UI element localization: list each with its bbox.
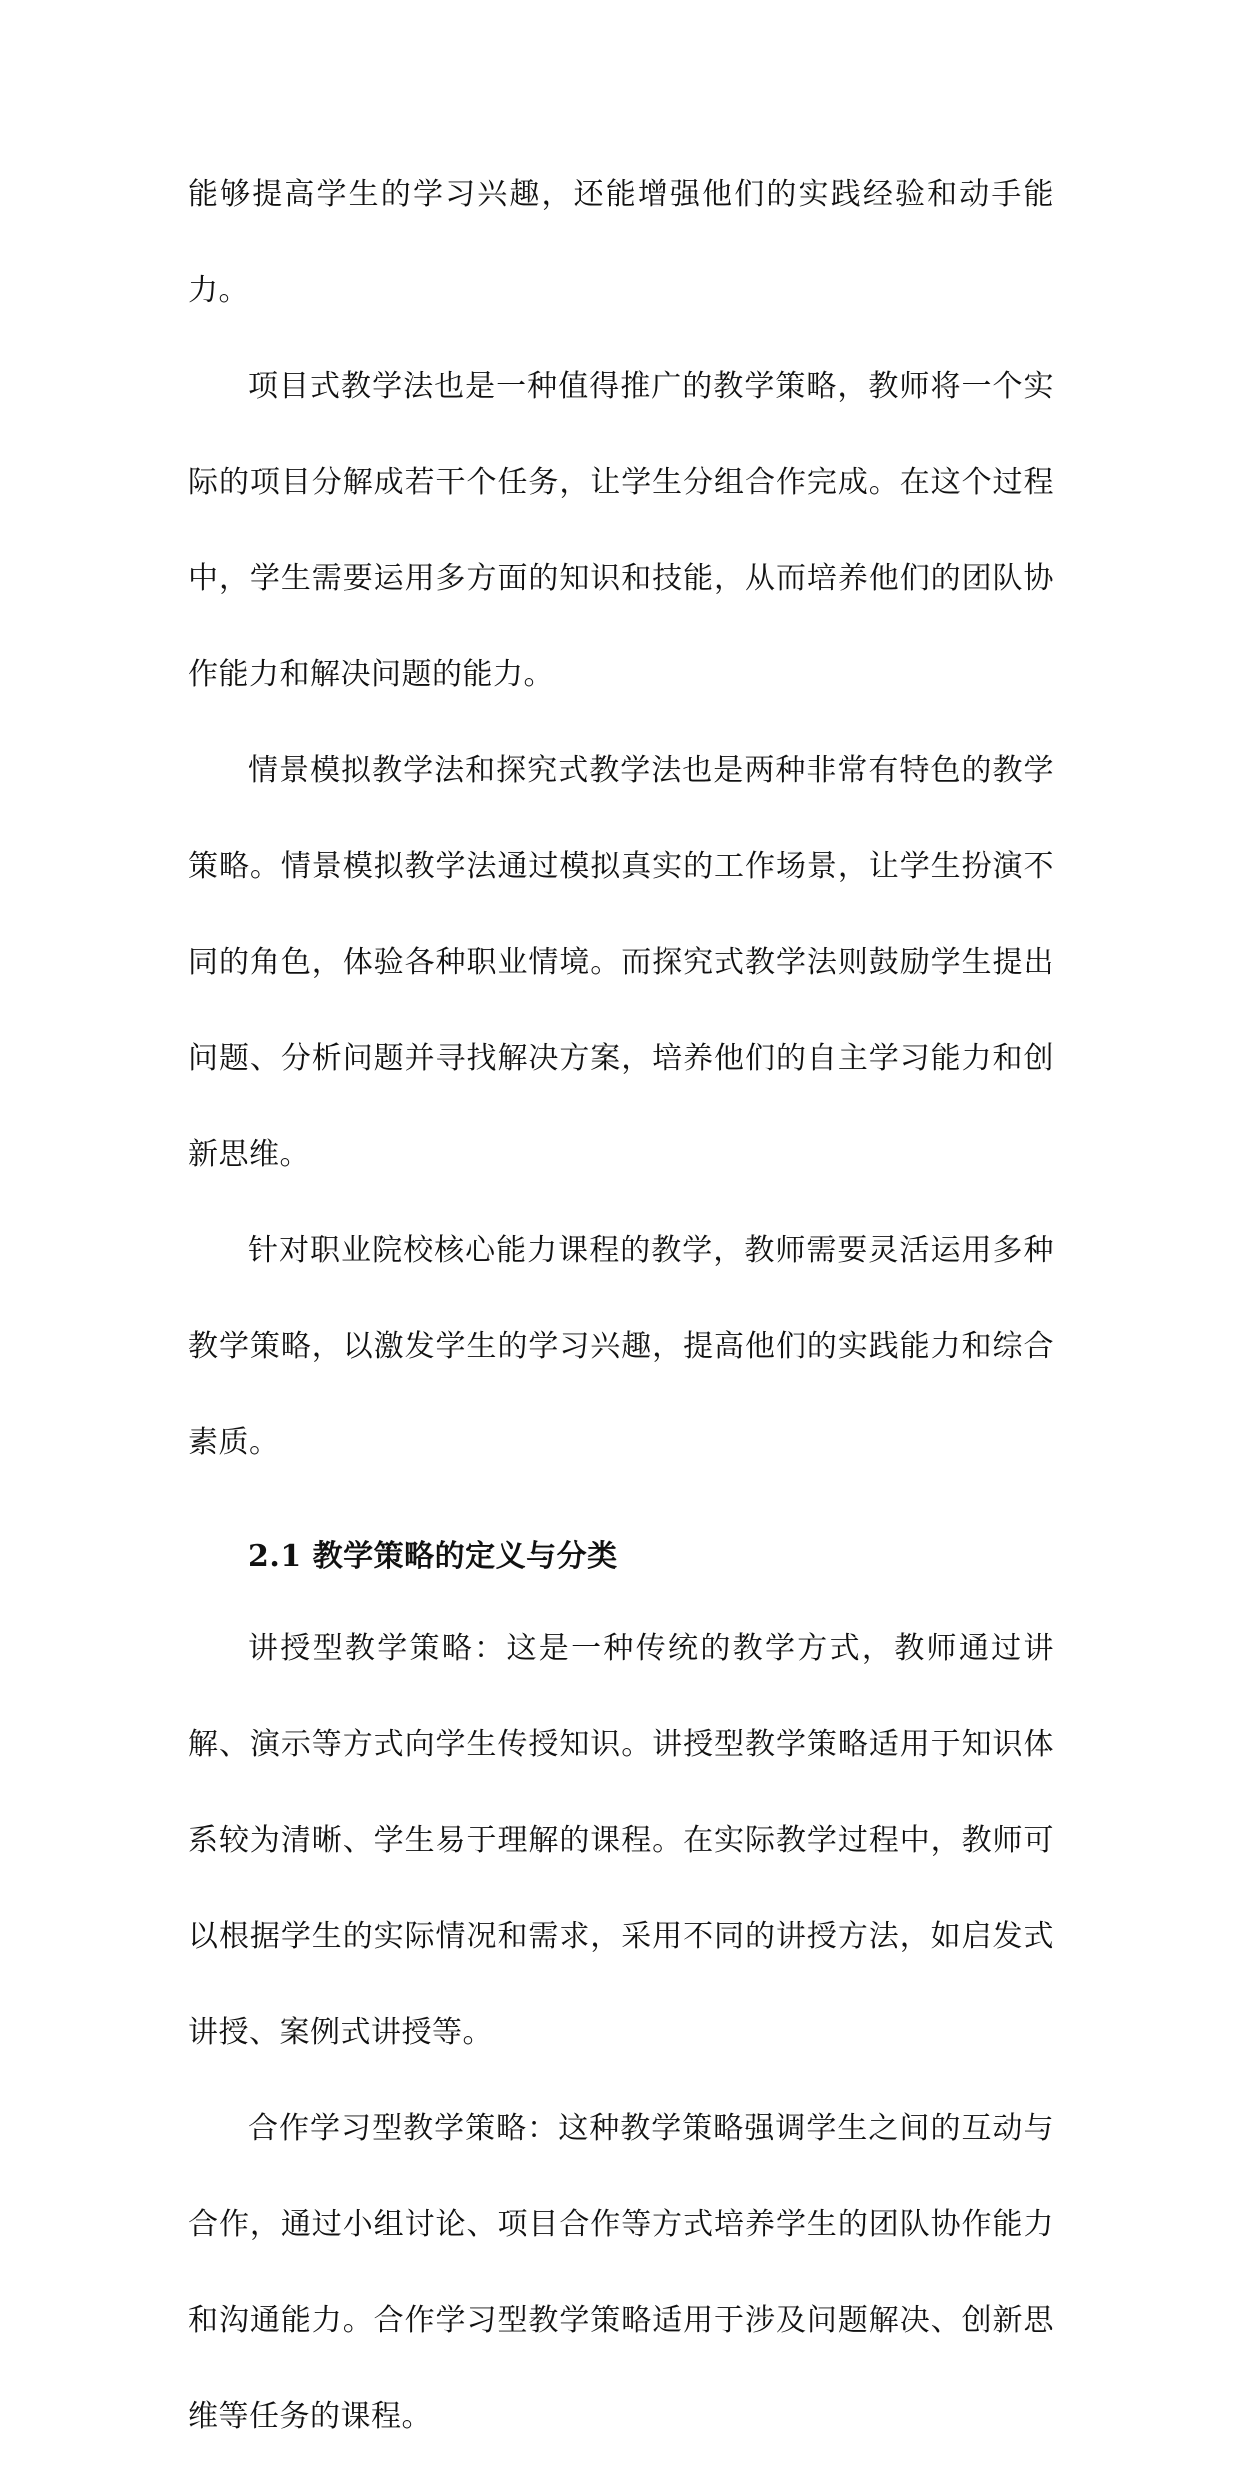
paragraph-core-ability: 针对职业院校核心能力课程的教学，教师需要灵活运用多种教学策略，以激发学生的学习兴趣，提高他们的实践能力和综合素质。 [188,1233,1054,1460]
paragraph-cooperative-strategy: 合作学习型教学策略：这种教学策略强调学生之间的互动与合作，通过小组讨论、项目合作等方式培养学生的团队协作能力和沟通能力。合作学习型教学策略适用于涉及问题解决、创新思维等任务的课程。 [188,2111,1054,2434]
paragraph-lecture-strategy: 讲授型教学策略：这是一种传统的教学方式，教师通过讲解、演示等方式向学生传授知识。讲授型教学策略适用于知识体系较为清晰、学生易于理解的课程。在实际教学过程中，教师可以根据学生的实际情况和需求，采用不同的讲授方法，如启发式讲授、案例式讲授等。 [188,1631,1054,2050]
section-heading: 2.1 教学策略的定义与分类 [248,1539,618,1574]
paragraph-continuation: 能够提高学生的学习兴趣，还能增强他们的实践经验和动手能力。 [188,177,1054,308]
paragraph-project-teaching: 项目式教学法也是一种值得推广的教学策略，教师将一个实际的项目分解成若干个任务，让学生分组合作完成。在这个过程中，学生需要运用多方面的知识和技能，从而培养他们的团队协作能力和解决问题的能力。 [188,369,1054,692]
paragraph-scenario-inquiry: 情景模拟教学法和探究式教学法也是两种非常有特色的教学策略。情景模拟教学法通过模拟真实的工作场景，让学生扮演不同的角色，体验各种职业情境。而探究式教学法则鼓励学生提出问题、分析问题并寻找解决方案，培养他们的自主学习能力和创新思维。 [188,753,1054,1172]
document-page [188,147,1054,2465]
